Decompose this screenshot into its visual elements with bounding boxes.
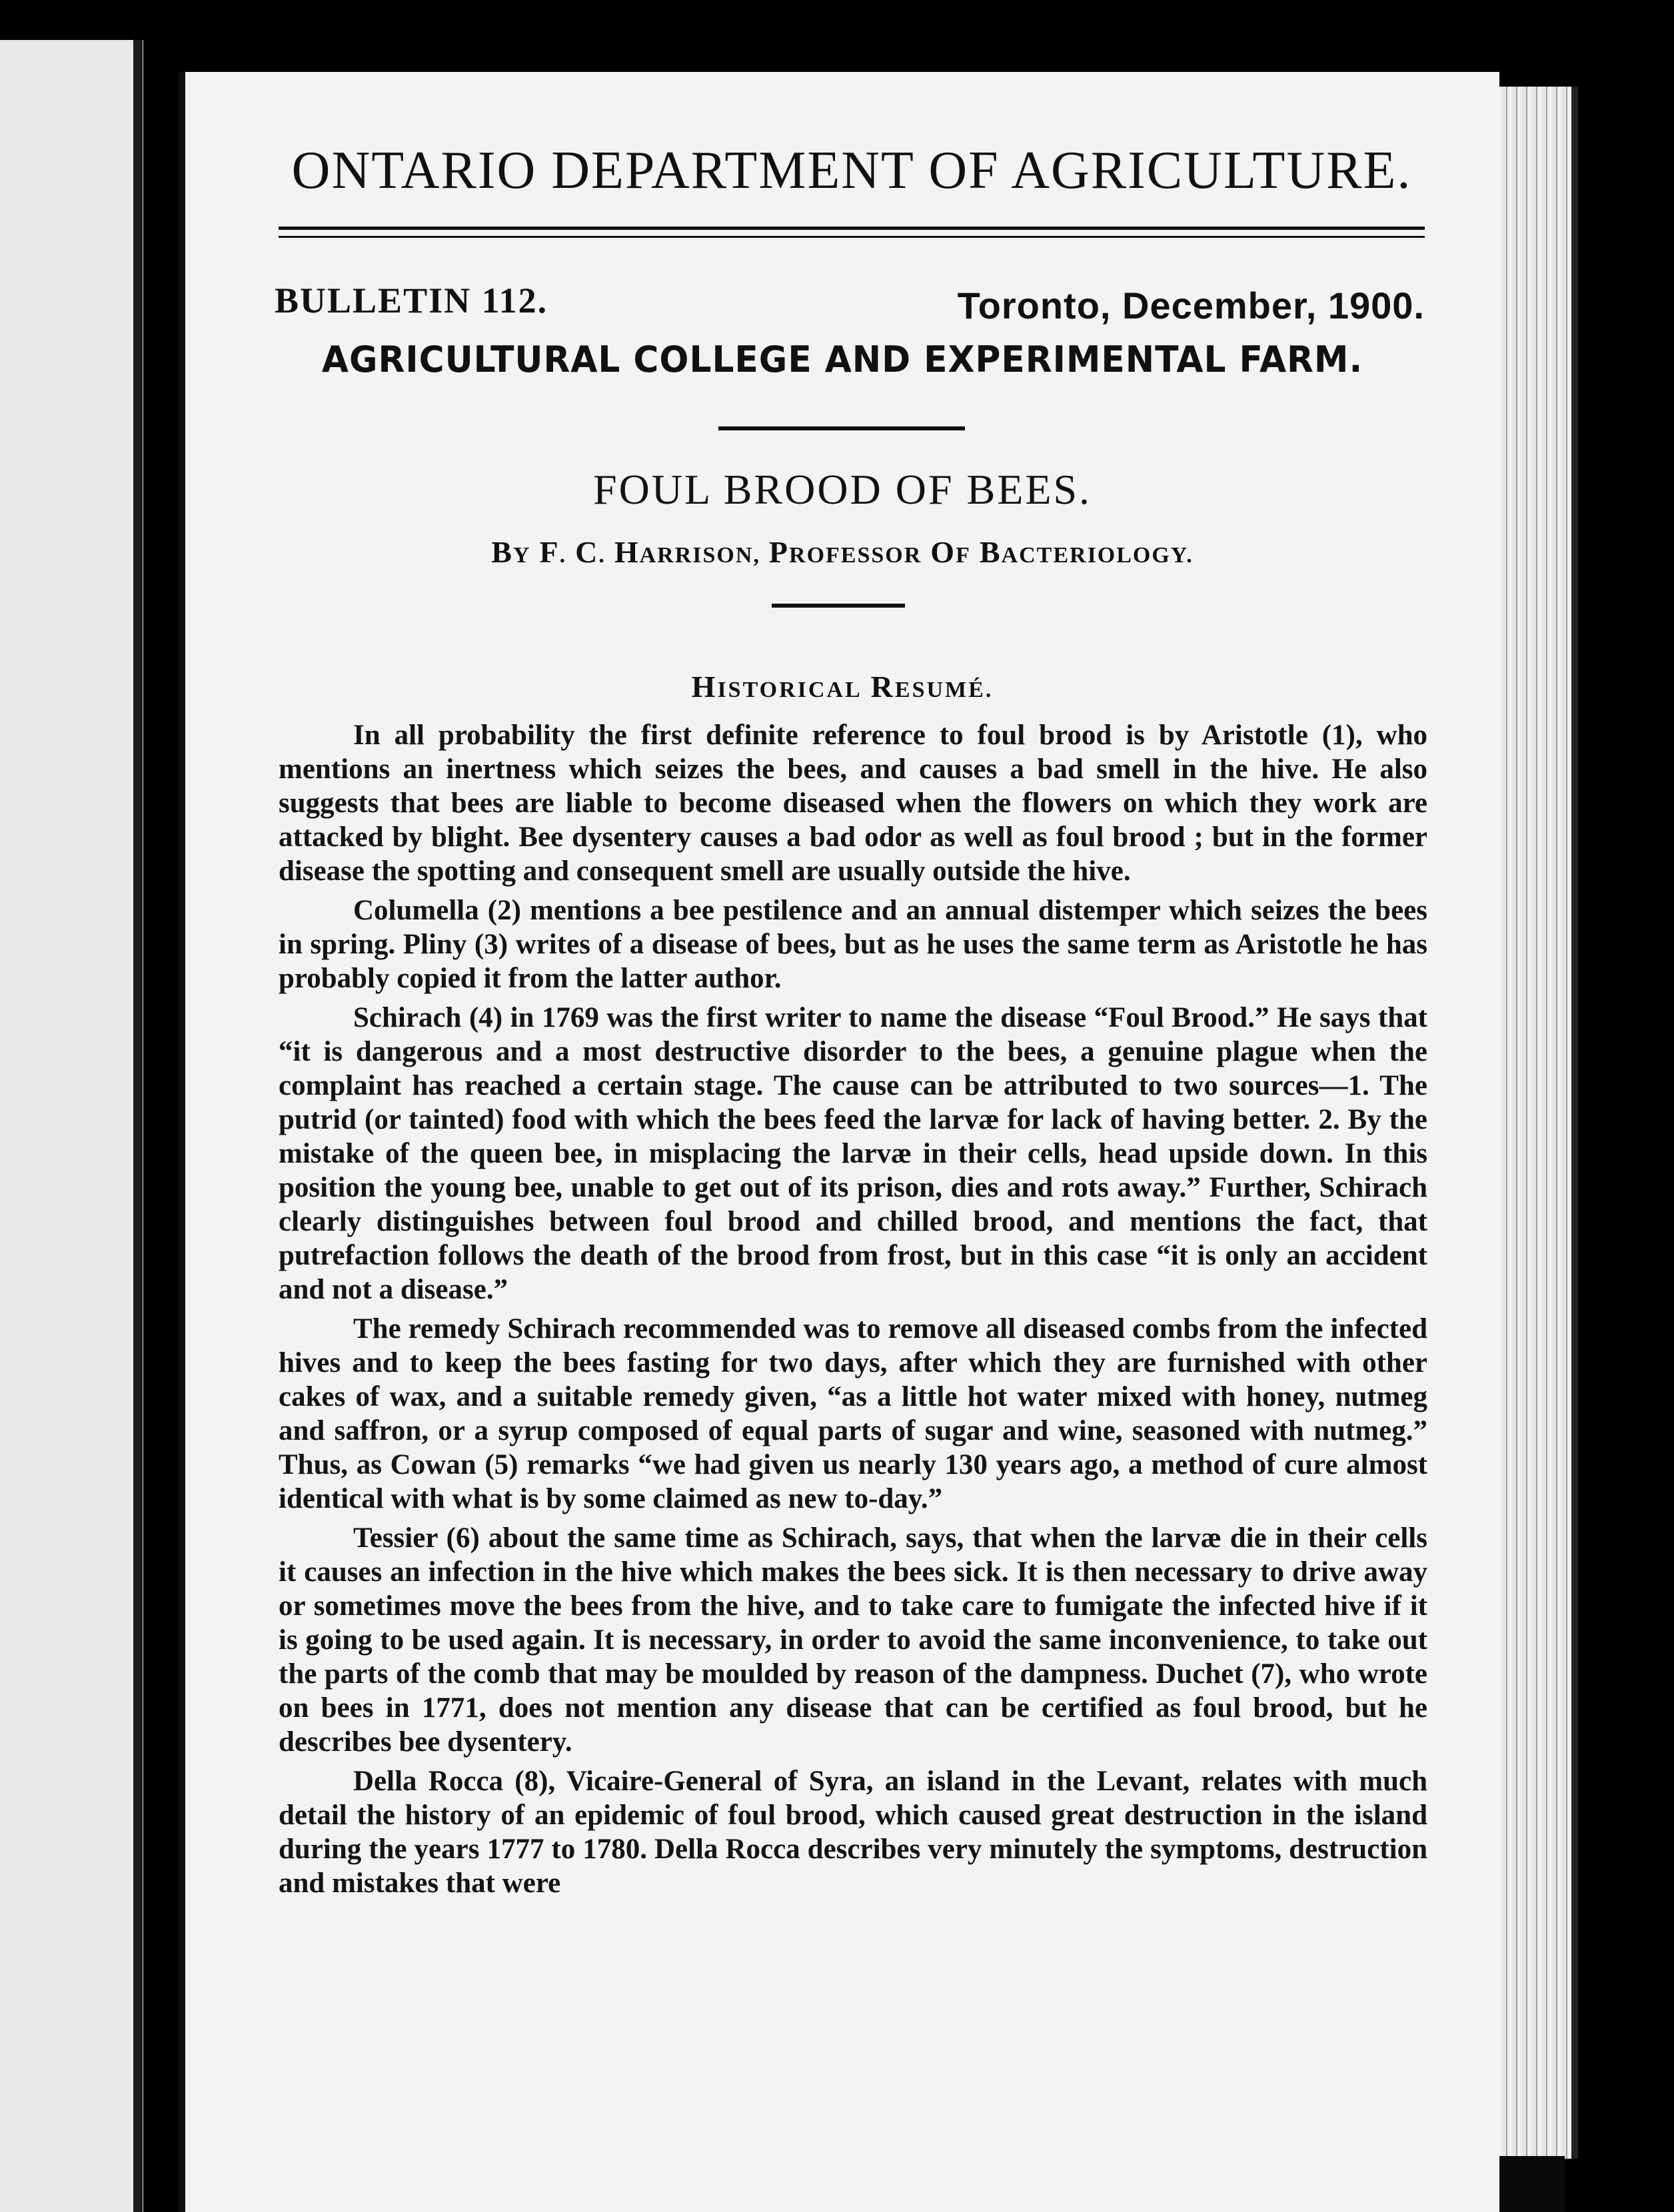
heading-rule-thin [279,236,1425,238]
article-title: FOUL BROOD OF BEES. [592,466,1092,513]
paragraph: Schirach (4) in 1769 was the first writer to name the disease “Foul Brood.” He says that “it is dangerous and a most destructive disorder to the bees, a genuine plague when the complaint has reached a certain stage. The cause can be attributed to two sources—1. The putrid (or tainted) food with which the bees feed the larvæ for lack of having better. 2. By the mistake of the queen bee, in misplacing the larvæ in their cells, head upside down. In this position the young bee, unable to get out of its prison, dies and rots away.” Further, Schirach clearly distinguishes between foul brood and chilled brood, and mentions the fact, that putrefaction follows the death of the brood from frost, but in this case “it is only an accident and not a disease.” [279,1002,1427,1305]
paragraph: Tessier (6) about the same time as Schirach, says, that when the larvæ die in their cells it causes an infection in the hive which makes the bees sick. It is then necessary to drive away or sometimes move the bees from the hive, and to take care to fumigate the infected hive if it is going to be used again. It is necessary, in order to avoid the same inconvenience, to take out the parts of the comb that may be moulded by reason of the dampness. Duchet (7), who wrote on bees in 1771, does not mention any disease that can be certified as foul brood, but he describes bee dysentery. [279,1522,1427,1758]
byline-divider [772,604,905,608]
document-page [179,72,1499,2212]
byline-author: F. C. HARRISON, [539,535,760,569]
binding-gutter [133,40,143,2212]
bulletin-number: BULLETIN 112. [275,280,548,320]
dateline: Toronto, December, 1900. [957,284,1425,326]
paragraph: Della Rocca (8), Vicaire-General of Syra, an island in the Levant, relates with much detail the history of an epidemic of foul brood, which caused great destruction in the island during the years 1777 to 1780. Della Rocca describes very minutely the symptoms, destruction and mistakes that were [279,1766,1427,1899]
byline-position: PROFESSOR OF BACTERIOLOGY. [768,535,1194,569]
department-heading: ONTARIO DEPARTMENT OF AGRICULTURE. [291,141,1412,200]
college-heading: AGRICULTURAL COLLEGE AND EXPERIMENTAL FARM. [321,338,1363,380]
byline [185,534,1499,570]
title-divider [718,426,965,430]
byline-by: BY [491,535,531,569]
paragraph: In all probability the first definite reference to foul brood is by Aristotle (1), who mentions an inertness which seizes the bees, and causes a bad smell in the hive. He also suggests that bees are liable to become diseased when the flowers on which they work are attacked by blight. Bee dysentery causes a bad odor as well as foul brood ; but in the former disease the spotting and consequent smell are usually outside the hive. [279,720,1427,887]
paragraph: The remedy Schirach recommended was to remove all diseased combs from the infected hives and to keep the bees fasting for two days, after which they are furnished with other cakes of wax, and a suitable remedy given, “as a little hot water mixed with honey, nutmeg and saffron, or a syrup composed of equal parts of sugar and wine, seasoned with nutmeg.” Thus, as Cowan (5) remarks “we had given us nearly 130 years ago, a method of cure almost identical with what is by some claimed as new to-day.” [279,1313,1427,1514]
page-stack-edges [1491,87,1578,2159]
heading-rule-thick [279,227,1425,230]
facing-page-edge [0,40,143,2212]
paragraph: Columella (2) mentions a bee pestilence and an annual distemper which seizes the bees in spring. Pliny (3) writes of a disease of bees, but as he uses the same term as Aristotle he has probably copied it from the latter author. [279,895,1427,994]
section-heading: HISTORICAL RESUMÉ. [691,670,994,704]
article-body [279,718,1427,1906]
